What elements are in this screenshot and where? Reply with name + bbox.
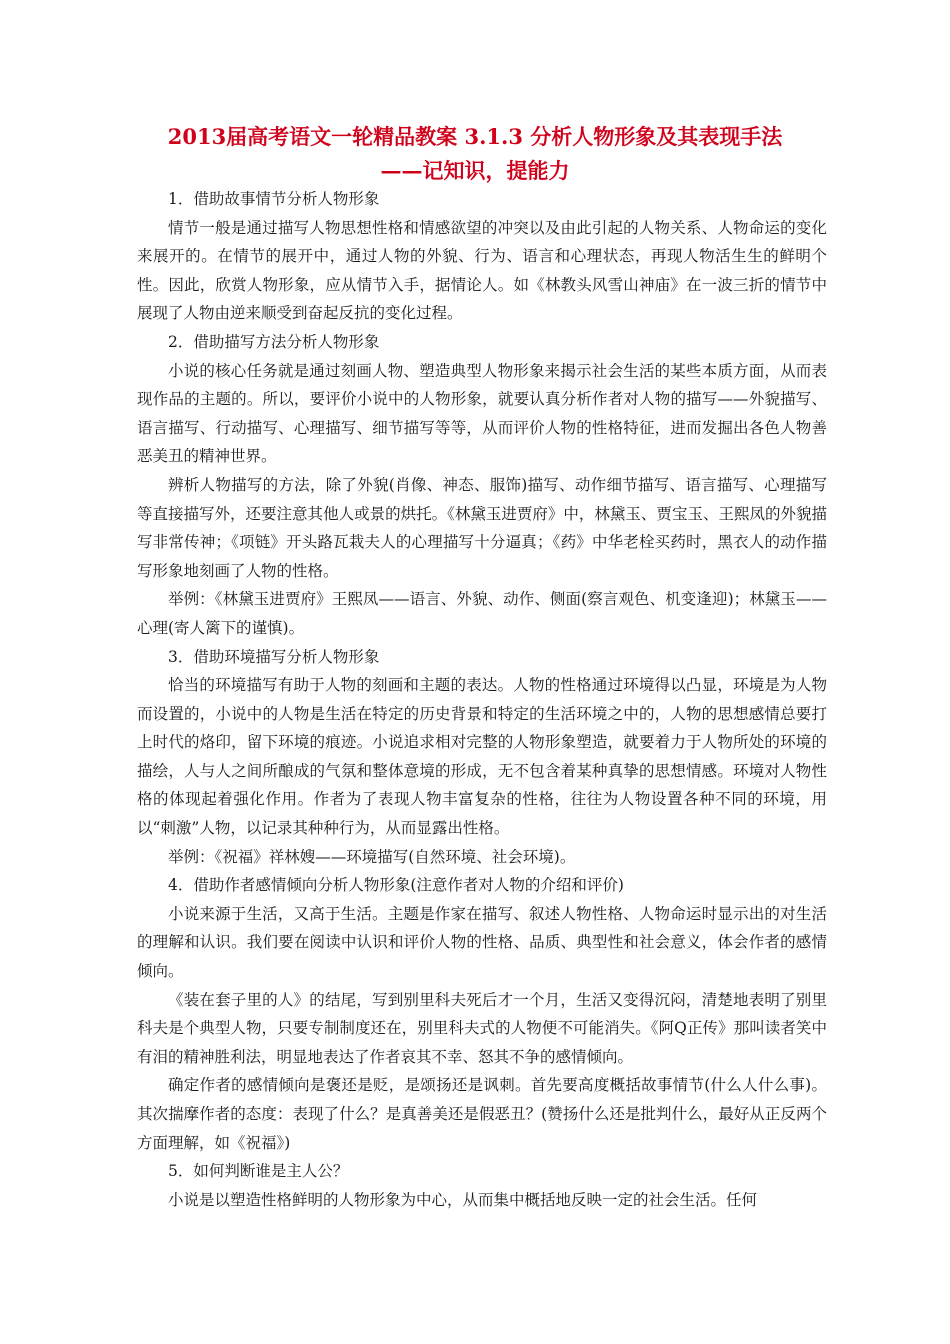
title-line-2: ——记知识，提能力 [380,158,570,183]
paragraph: 小说的核心任务就是通过刻画人物、塑造典型人物形象来揭示社会生活的某些本质方面，从而表现作品的主题的。所以，要评价小说中的人物形象，就要认真分析作者对人物的描写——外貌描写、语言描写、行动描写、心理描写、细节描写等等，从而评价人物的性格特征，进而发掘出各色人物善恶美丑的精神世界。 [137,361,827,466]
title-line-1: 2013届高考语文一轮精品教案 3.1.3 分析人物形象及其表现手法 [167,124,783,149]
paragraph: 《装在套子里的人》的结尾，写到别里科夫死后才一个月，生活又变得沉闷，清楚地表明了别里科夫是个典型人物，只要专制制度还在，别里科夫式的人物便不可能消失。《阿Q正传》那叫读者笑中有泪的精神胜利法，明显地表达了作者哀其不幸、怒其不争的感情倾向。 [137,990,827,1066]
section-heading-1: 1．借助故事情节分析人物形象 [168,190,380,208]
paragraph: 情节一般是通过描写人物思想性格和情感欲望的冲突以及由此引起的人物关系、人物命运的变化来展开的。在情节的展开中，通过人物的外貌、行为、语言和心理状态，再现人物活生生的鲜明个性。因此，欣赏人物形象，应从情节入手，据情论人。如《林教头风雪山神庙》在一波三折的情节中展现了人物由逆来顺受到奋起反抗的变化过程。 [137,218,827,323]
example-paragraph: 举例：《祝福》祥林嫂——环境描写(自然环境、社会环境)。 [168,847,576,866]
document-body [137,185,827,1214]
paragraph: 确定作者的感情倾向是褒还是贬，是颂扬还是讽刺。首先要高度概括故事情节(什么人什么事)。其次揣摩作者的态度：表现了什么？是真善美还是假恶丑？(赞扬什么还是批判什么，最好从正反两个方面理解，如《祝福》) [137,1076,827,1152]
section-heading-4: 4．借助作者感情倾向分析人物形象(注意作者对人物的介绍和评价) [168,876,624,895]
paragraph: 恰当的环境描写有助于人物的刻画和主题的表达。人物的性格通过环境得以凸显，环境是为人物而设置的，小说中的人物是生活在特定的历史背景和特定的生活环境之中的，人物的思想感情总要打上时代的烙印，留下环境的痕迹。小说追求相对完整的人物形象塑造，就要着力于人物所处的环境的描绘，人与人之间所酿成的气氛和整体意境的形成，无不包含着某种真挚的思想情感。环境对人物性格的体现起着强化作用。作者为了表现人物丰富复杂的性格，往往为人物设置各种不同的环境，用以“刺激”人物，以记录其种种行为，从而显露出性格。 [137,676,827,838]
paragraph: 小说是以塑造性格鲜明的人物形象为中心，从而集中概括地反映一定的社会生活。任何 [168,1190,758,1209]
section-heading-2: 2．借助描写方法分析人物形象 [168,332,380,351]
section-heading-3: 3．借助环境描写分析人物形象 [168,647,380,666]
section-heading-5: 5．如何判断谁是主人公？ [168,1162,349,1181]
paragraph: 辨析人物描写的方法，除了外貌(肖像、神态、服饰)描写、动作细节描写、语言描写、心理描写等直接描写外，还要注意其他人或景的烘托。《林黛玉进贾府》中，林黛玉、贾宝玉、王熙凤的外貌描写非常传神；《项链》开头路瓦栽夫人的心理描写十分逼真；《药》中华老栓买药时，黑衣人的动作描写形象地刻画了人物的性格。 [137,475,827,580]
paragraph: 小说来源于生活，又高于生活。主题是作家在描写、叙述人物性格、人物命运时显示出的对生活的理解和认识。我们要在阅读中认识和评价人物的性格、品质、典型性和社会意义，体会作者的感情倾向。 [137,904,827,981]
example-paragraph: 举例：《林黛玉进贾府》王熙凤——语言、外貌、动作、侧面(察言观色、机变逢迎)；林黛玉——心理(寄人篱下的谨慎)。 [137,590,827,637]
document-title [100,120,850,188]
